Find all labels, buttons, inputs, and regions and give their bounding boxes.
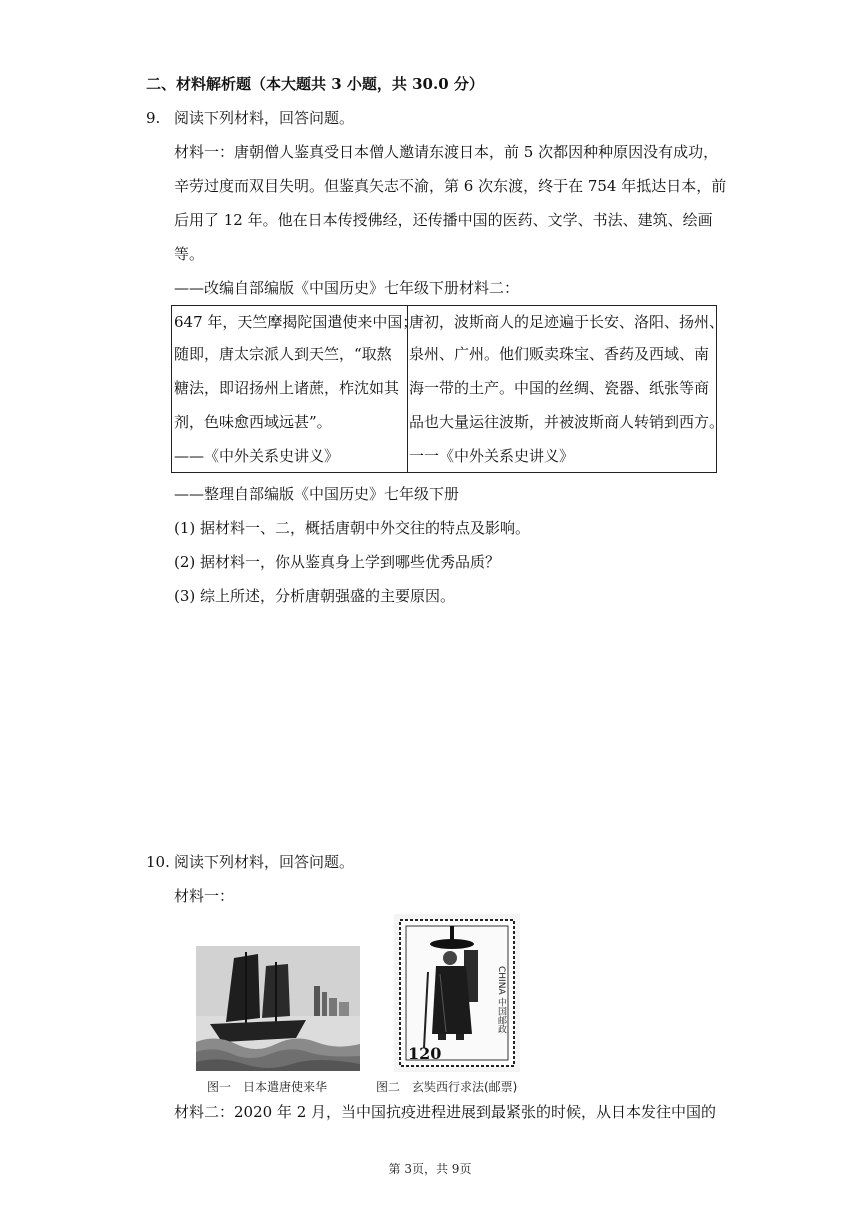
q9-prompt: 阅读下列材料，回答问题。 bbox=[174, 109, 355, 127]
q9-material2-source: ——整理自部编版《中国历史》七年级下册 bbox=[174, 485, 460, 503]
q10-number: 10. bbox=[146, 853, 170, 871]
stamp-value: 120 bbox=[408, 1044, 442, 1063]
section-title: 二、材料解析题（本大题共 3 小题，共 30.0 分） bbox=[146, 75, 484, 93]
q10-prompt: 阅读下列材料，回答问题。 bbox=[174, 853, 355, 871]
table-right-line: 海一带的土产。中国的丝绸、瓷器、纸张等商 bbox=[409, 379, 710, 397]
table-right-line: 品也大量运往波斯，并被波斯商人转销到西方。 bbox=[409, 413, 725, 431]
q9-material1-line: 后用了 12 年。他在日本传授佛经，还传播中国的医药、文学、书法、建筑、绘画 bbox=[174, 211, 713, 229]
figure-xuanzang-stamp bbox=[394, 914, 520, 1072]
page-footer: 第 3页，共 9页 bbox=[388, 1162, 472, 1176]
figure-1-caption: 图一 日本遣唐使来华 bbox=[207, 1080, 328, 1094]
q9-number: 9. bbox=[146, 109, 161, 127]
table-right-line: 泉州、广州。他们贩卖珠宝、香药及西域、南 bbox=[409, 345, 710, 363]
table-right-line: 唐初，波斯商人的足迹遍于长安、洛阳、扬州、 bbox=[409, 313, 725, 331]
q9-material1-line: 辛劳过度而双目失明。但鉴真矢志不渝，第 6 次东渡，终于在 754 年抵达日本，前 bbox=[174, 177, 727, 195]
table-left-line: 糖法，即诏扬州上诸蔗，柞沈如其 bbox=[174, 379, 400, 397]
material-table bbox=[171, 305, 725, 473]
table-left-line: 剂，色味愈西域远甚”。 bbox=[174, 413, 332, 431]
q9-question: (1) 据材料一、二，概括唐朝中外交往的特点及影响。 bbox=[174, 519, 531, 537]
q9-question: (3) 综上所述，分析唐朝强盛的主要原因。 bbox=[174, 587, 456, 605]
q9-material1-line: 等。 bbox=[174, 245, 205, 263]
q10-material1-label: 材料一： bbox=[174, 887, 235, 905]
stamp-country: CHINA 中国邮政 bbox=[496, 966, 506, 1034]
q9-question: (2) 据材料一，你从鉴真身上学到哪些优秀品质？ bbox=[174, 553, 501, 571]
figure-japanese-envoy-ship bbox=[196, 946, 360, 1071]
table-left-line: 647 年，天竺摩揭陀国遣使来中国； bbox=[174, 313, 418, 331]
table-right-source: 一一《中外关系史讲义》 bbox=[409, 447, 575, 465]
q9-material1-line: 材料一：唐朝僧人鉴真受日本僧人邀请东渡日本，前 5 次都因种种原因没有成功， bbox=[174, 143, 719, 161]
q9-material1-source: ——改编自部编版《中国历史》七年级下册材料二： bbox=[174, 279, 520, 297]
figure-2-caption: 图二 玄奘西行求法(邮票) bbox=[376, 1080, 518, 1094]
ship-illustration bbox=[196, 946, 360, 1071]
table-left-source: ——《中外关系史讲义》 bbox=[174, 447, 340, 465]
q10-material2-line: 材料二：2020 年 2 月，当中国抗疫进程进展到最紧张的时候，从日本发往中国的 bbox=[174, 1103, 717, 1121]
table-left-line: 随即，唐太宗派人到天竺，“取熬 bbox=[174, 345, 392, 363]
